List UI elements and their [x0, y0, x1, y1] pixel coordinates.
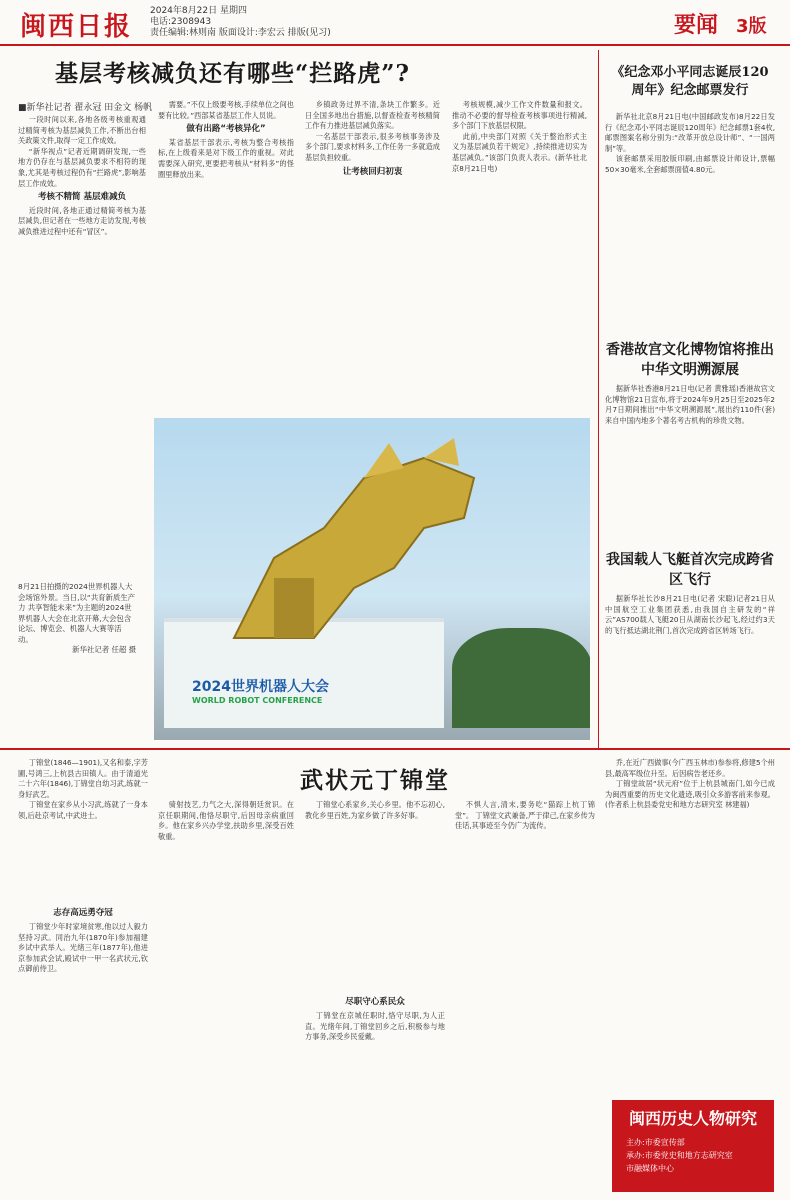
paragraph: 近段时间,各地正通过精简考核为基层减负,但记者在一些地方走访发现,考核减负推进过程中还有“冒区”。	[18, 205, 146, 236]
paragraph: 丁锦堂故居“状元府”位于上杭县城南门,如今已成为闽西重要的历史文化遗迹,吸引众多游客前来参观。(作者系上杭县委党史和地方志研究室 林建福)	[605, 779, 775, 810]
caption-byline: 新华社记者 任超 摄	[72, 645, 136, 654]
paragraph: 一段时间以来,各地各级考核重观通过精简考核为基层减负工作,不断出台相关政策文件,取得一定工作成效。	[18, 115, 146, 146]
paragraph: 丁锦堂(1846—1901),又名和泰,字芳圃,号鸿三,上杭县古田镇人。由于清道光二十六年(1846),丁锦堂自幼习武,练就一身好武艺。	[18, 758, 148, 799]
bottom-column-2	[158, 800, 294, 1192]
paragraph: 丁锦堂少年时家境贫寒,他以过人毅力坚持习武。同治九年(1870年)参加福建乡试中武举人。光绪三年(1877年),他进京参加武会试,殿试中一甲一名武状元,钦点御前侍卫。	[18, 922, 148, 974]
paragraph: 据新华社长沙8月21日电(记者 宋聪)记者21日从中国航空工业集团获悉,由我国自主研发的“祥云”AS700载人飞艇20日从湖南长沙起飞,经过约3天的飞行抵达湖北荆门,首次完成跨省区转场飞行。	[605, 594, 775, 635]
bottom-headline: 武状元丁锦堂	[300, 767, 450, 794]
photo-caption	[18, 582, 136, 656]
paragraph: 一名基层干部表示,很多考核事务涉及多个部门,要求材料多,工作任务一多就造成基层负担较重。	[305, 131, 440, 162]
paragraph: 需要。”不仅上级要考核,手续单位之间也要有比较。”西部某省基层工作人员说。	[158, 100, 294, 120]
paragraph: 据新华社香港8月21日电(记者 黄雅瑶)香港故宫文化博物馆21日宣布,将于2024年9月25日至2025年2月7日期间推出“中华文明溯源展”,展出约110件(套)来自中国内地多个著名考古机构的珍贵文物。	[605, 384, 775, 425]
bottom-column-4	[455, 800, 595, 1192]
stamp-article-headline: 《纪念邓小平同志诞辰120周年》纪念邮票发行	[611, 65, 769, 98]
museum-article-body	[605, 384, 775, 544]
airship-article-body	[605, 594, 775, 750]
right-news-column	[598, 50, 774, 750]
main-article-column-1	[18, 115, 146, 415]
paragraph: “新华视点”记者近期调研发现,一些地方仍存在与基层减负要求不相符的现象,尤其是考核过程仍有“拦路虎”,影响基层工作成效。	[18, 146, 146, 188]
paragraph: 不惧人言,清末,要务吃“猫踪上杭丁锦堂”。 丁锦堂文武兼备,严于律己,在家乡传为佳话,其事迹至今仍广为流传。	[455, 800, 595, 831]
paragraph: 考核规模,减少工作文件数量和报文。推动不必要的督导检查考核事项进行精减,多个部门下放基层权限。	[452, 100, 587, 131]
page-number: 3版	[736, 16, 767, 37]
main-headline: 基层考核减负还有哪些“拦路虎”?	[55, 60, 410, 87]
banner-year: 2024	[192, 679, 231, 695]
media-center: 市融媒体中心	[626, 1164, 674, 1173]
phone-number: 电话:2308943	[150, 17, 212, 27]
main-article-column-3	[305, 100, 440, 420]
editor-credits: 责任编辑:林则南 版面设计:李宏云 排版(见习)	[150, 28, 331, 38]
section-name: 要闻	[674, 13, 719, 38]
section-divider	[0, 748, 790, 750]
bottom-column-1	[18, 758, 148, 902]
paragraph: 此前,中央部门对照《关于整治形式主义为基层减负若干规定》,持续推进切实为基层减负。”该部门负责人表示。(新华社北京8月21日电)	[452, 131, 587, 173]
news-photo	[154, 418, 590, 740]
paragraph: 乡镇政务过界不清,条块工作繁多。近日全国多地出台措施,以督查检查考核精简工作有力推进基层减负落实。	[305, 100, 440, 131]
bottom-column-5	[605, 758, 775, 1088]
subheading: 志存高远勇夺冠	[53, 908, 113, 918]
stamp-article-body	[605, 112, 775, 334]
subheading: 让考核回归初衷	[342, 166, 403, 177]
issue-date: 2024年8月22日 星期四	[150, 6, 247, 16]
bottom-column-3b	[305, 1011, 445, 1192]
subheading: 考核不精简 基层难减负	[38, 192, 126, 203]
bottom-column-3	[305, 800, 445, 990]
column-info-box	[612, 1100, 774, 1192]
main-article-column-4	[452, 100, 587, 420]
paragraph: 某省基层干部表示,考核为整合考核指标,在上级看来是对下级工作的重视。对此需要深入研究,更要把考核从“材料多”的怪圈里释放出来。	[158, 137, 294, 179]
column-title: 闽西历史人物研究	[628, 1109, 757, 1128]
banner-title: 世界机器人大会	[230, 679, 329, 695]
masthead-meta	[150, 6, 331, 39]
banner-subtitle: WORLD ROBOT CONFERENCE	[192, 696, 323, 705]
subheading: 做有出路“考核异化”	[186, 124, 266, 135]
paragraph: 新华社北京8月21日电(中国邮政发布)8月22日发行《纪念邓小平同志诞辰120周年》纪念邮票1套4枚,邮票图案名称分别为:“改革开放总设计师”、“一国两制”等。	[605, 112, 775, 153]
main-byline: ■新华社记者 翟永冠 田金文 杨帆	[18, 103, 153, 113]
museum-article-headline: 香港故宫文化博物馆将推出中华文明溯源展	[606, 342, 774, 378]
bottom-column-1b	[18, 922, 148, 1192]
co-organizer: 承办:市委党史和地方志研究室	[626, 1151, 733, 1160]
masthead	[0, 0, 790, 46]
paragraph: 丁锦堂心系家乡,关心乡里。他不忘初心,教化乡里百姓,为家乡做了许多好事。	[305, 800, 445, 820]
subheading: 尽职守心系民众	[345, 997, 405, 1007]
paragraph: 丁锦堂在京城任职时,恪守尽职,为人正直。光绪年间,丁锦堂回乡之后,积极参与地方事务,深受乡民爱戴。	[305, 1011, 445, 1042]
paragraph: 丁锦堂在家乡从小习武,练就了一身本领,后赴京考试,中武进士。	[18, 800, 148, 820]
paragraph: 该套邮票采用胶版印刷,由邮票设计师设计,票幅50×30毫米,全套邮票面值4.80元。	[605, 154, 775, 174]
newspaper-logo: 闽西日报	[20, 12, 133, 42]
column-credits	[626, 1136, 733, 1175]
main-article-column-2	[158, 100, 294, 420]
organizer: 主办:市委宣传部	[626, 1138, 685, 1147]
paragraph: 骑射技艺,力气之大,深得朝廷赏识。在京任职期间,他恪尽职守,后因母亲病重回乡。他在家乡兴办学堂,扶助乡里,深受百姓敬重。	[158, 800, 294, 841]
airship-article-headline: 我国载人飞艇首次完成跨省区飞行	[606, 552, 774, 588]
paragraph: 乔,在近广西做事(今广西玉林市)参参将,修建5个州县,最高军级位升至。后因病告老还乡。	[605, 758, 775, 778]
robot-dragon-sculpture	[214, 438, 494, 658]
conference-banner	[192, 676, 329, 705]
caption-text: 8月21日拍摄的2024世界机器人大会场馆外景。当日,以“共育新质生产力 共享智能未来”为主题的2024世界机器人大会在北京开幕,大会包含论坛、博览会、机器人大赛等活动。	[18, 582, 136, 644]
